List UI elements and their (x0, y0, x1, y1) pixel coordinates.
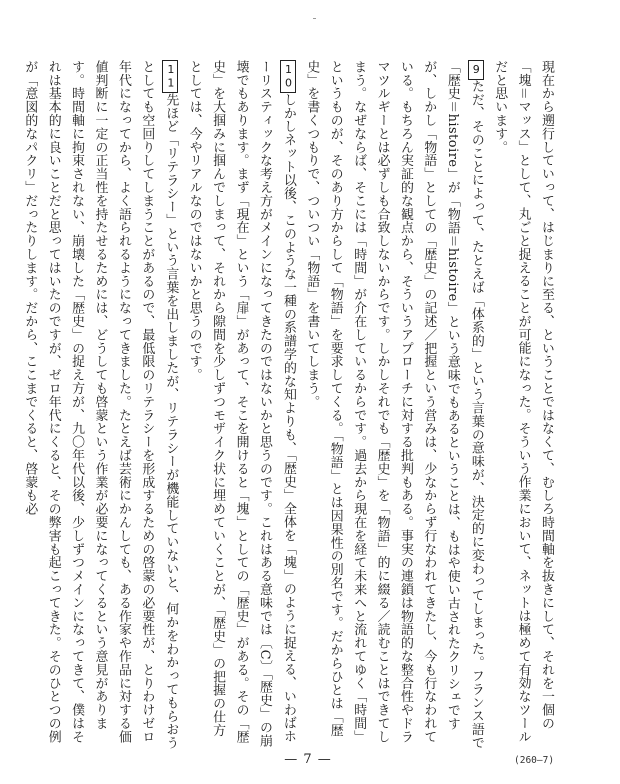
paragraph-11 (18, 60, 182, 750)
footer-code: (260—7) (514, 755, 555, 766)
paragraph-9 (300, 60, 488, 750)
paragraph-number: 11 (162, 60, 178, 93)
paragraph-number: 10 (280, 60, 296, 93)
paragraph-10 (182, 60, 300, 750)
paragraph-text: 現在から遡行していって、はじまりに至る、ということではなくて、むしろ時間軸を抜きにして、それを一個の「塊＝マッス」として、丸ごと捉えることが可能になった。そういう作業において、ネットは極めて有効なツールだと思います。 (492, 60, 554, 744)
top-mark (313, 18, 316, 19)
page-number: — 7 — (284, 752, 332, 767)
paragraph-8 (488, 60, 558, 750)
body-text (22, 60, 558, 750)
paragraph-text: 先ほど「リテラシー」という言葉を出しましたが、リテラシーが機能していないと、何かをわかってもらおうとしても空回りしてしまうことがあるので、最低限のリテラシーを形成するための啓蒙の必要性が、とりわけゼロ年代になってから、よく語られるようになってきました。たとえば芸術にかんしても、ある作家や作品に対する価値判断に一定の正当性を持たせるためには、どうしても啓蒙という作業が必要になってくるという意見があります。時間軸に拘束されない、崩壊した「歴史」の捉え方が、九〇年代以後、少しずつメインになってきて、僕はそれは基本的に良いことだと思ってはいたのですが、ゼロ年代にくると、その弊害も起こってきた。そのひとつの例が「意図的なパクリ」だったりします。だから、ここまでくると、啓蒙も必 (22, 60, 179, 750)
paragraph-text: ただ、そのことによって、たとえば「体系的」という言葉の意味が、決定的に変わってしまった。フランス語で「歴史＝histoire」が「物語＝histoire」という意味でもあるということは、もはや使い古されたクリシェですが、しかし「物語」としての「歴史」の記述／把握という営みは、少なからず行なわれてきたし、今も行なわれている。もちろん実証的な観点から、そういうアプローチに対する批判もある。事実の連鎖は物語的な整合性やドラマツルギーとは必ずしも合致しないからです。しかしそれでも「歴史」を「物語」的に綴る／読むことはできてしまう。なぜならば、そこには「時間」が介在しているからです。過去から現在を経て未来へと流れてゆく「時間」というものが、そのあり方からして「物語」を要求してくる。「物語」とは因果性の別名です。だからひとは「歴史」を書くつもりで、ついつい「物語」を書いてしまう。 (304, 60, 484, 750)
paragraph-number: 9 (468, 60, 484, 80)
paragraph-text: しかしネット以後、このような一種の系譜学的な知よりも、「歴史」全体を「塊」のように捉える、いわばホーリスティックな考え方がメインになってきたのではないかと思うのです。これはある意味では〔C〕「歴史」の崩壊でもあります。まず「現在」という「扉」があって、そこを開けると「塊」としての「歴史」がある。その「歴史」を大掴みに掴んでしまって、それから隙間を少しずつモザイク状に埋めていくことが、「歴史」の把握の仕方としては、今やリアルなのではないかと思うのです。 (186, 60, 296, 748)
